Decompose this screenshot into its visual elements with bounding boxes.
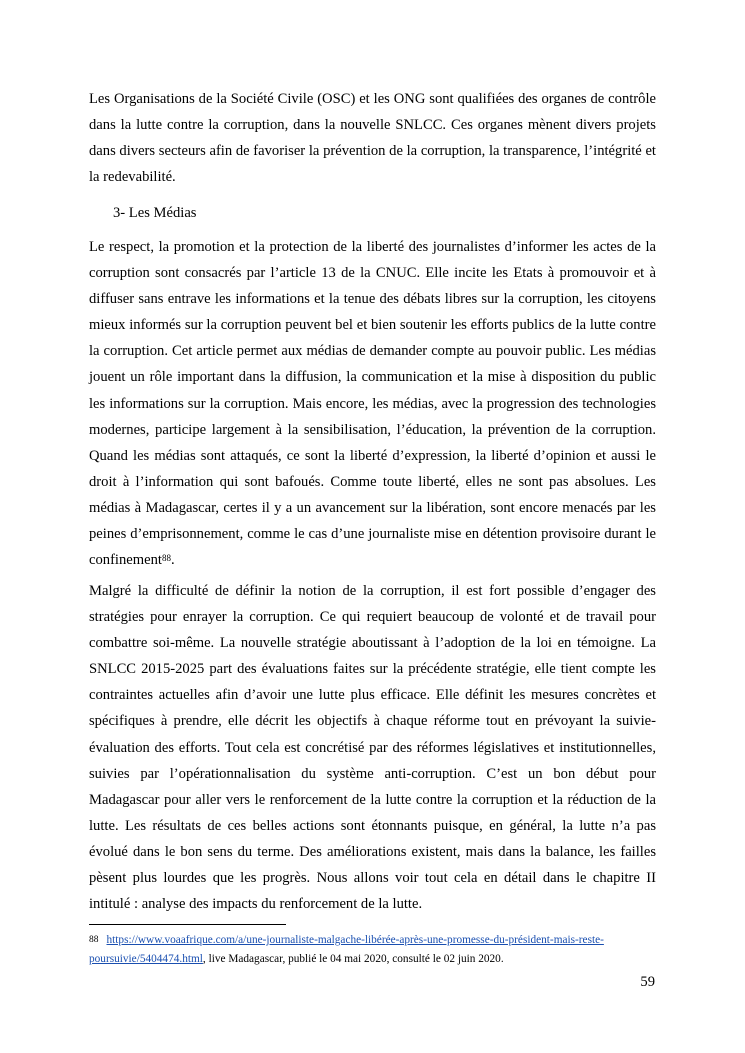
page-number: 59: [640, 974, 655, 990]
paragraph-medias-text: Le respect, la promotion et la protection de la liberté des journalistes d’informer les actes de la corruption sont consacrés par l’article 13 de la CNUC. Elle incite les Etats à promouvoir et à diffuser sans entrave les informations et la tenue des débats libres sur la corruption, les citoyens mieux informés sur la corruption peuvent bel et bien soutenir les efforts publics de la lutte contre la corruption. Cet article permet aux médias de demander compte au pouvoir public. Les médias jouent un rôle important dans la diffusion, la communication et la mise à disposition du public les informations sur la corruption. Mais encore, les médias, avec la progression des technologies modernes, participe largement à la sensibilisation, l’éducation, la prévention de la corruption. Quand les médias sont attaqués, ce sont la liberté d’expression, la liberté d’opinion et aussi le droit à l’information qui sont bafoués. Comme toute liberté, elles ne sont pas absolues. Les médias à Madagascar, certes il y a un avancement sur la libération, sont encore menacés par les peines d’emprisonnement, comme le cas d’une journaliste mise en détention provisoire durant le confinement: [89, 239, 656, 569]
footnote-reference[interactable]: 88: [161, 553, 171, 564]
footnote-link[interactable]: https://www.voaafrique.com/a/une-journaliste-malgache-libérée-après-une-promesse-du-président-mais-reste-poursuivie/5404474.html: [89, 934, 604, 965]
footnote: [89, 931, 656, 969]
footnote-number: 88: [89, 935, 99, 945]
paragraph-osc: Les Organisations de la Société Civile (OSC) et les ONG sont qualifiées des organes de contrôle dans la lutte contre la corruption, dans la nouvelle SNLCC. Ces organes mènent divers projets dans divers secteurs afin de favoriser la prévention de la corruption, la transparence, l’intégrité et la redevabilité.: [89, 91, 656, 186]
paragraph-medias-end: .: [170, 552, 175, 569]
footnote-text: , live Madagascar, publié le 04 mai 2020, consulté le 02 juin 2020.: [202, 953, 504, 965]
paragraph-medias: [89, 234, 656, 573]
paragraph-conclusion: Malgré la difficulté de définir la notion de la corruption, il est fort possible d’engager des stratégies pour enrayer la corruption. Ce qui requiert beaucoup de volonté et de travail pour combattre soi-même. La nouvelle stratégie aboutissant à l’adoption de la loi en témoigne. La SNLCC 2015-2025 part des évaluations faites sur la précédente stratégie, elle tient compte les contraintes actuelles afin d’avoir une lutte plus efficace. Elle définit les mesures concrètes et spécifiques à prendre, elle décrit les objectifs à chaque réforme tout en prévoyant la suivie-évaluation des efforts. Tout cela est concrétisé par des réformes législatives et institutionnelles, suivies par l’opérationnalisation du système anti-corruption. C’est un bon début pour Madagascar pour aller vers le renforcement de la lutte contre la corruption et la réduction de la lutte. Les résultats de ces belles actions sont étonnants puisque, en général, la lutte n’a pas évolué dans le bon sens du terme. Des améliorations existent, mais dans la balance, les failles pèsent plus lourdes que les progrès. Nous allons voir tout cela en détail dans le chapitre II intitulé : analyse des impacts du renforcement de la lutte.: [89, 583, 656, 913]
section-heading-medias: 3- Les Médias: [113, 205, 197, 221]
footnote-separator: [89, 924, 286, 925]
